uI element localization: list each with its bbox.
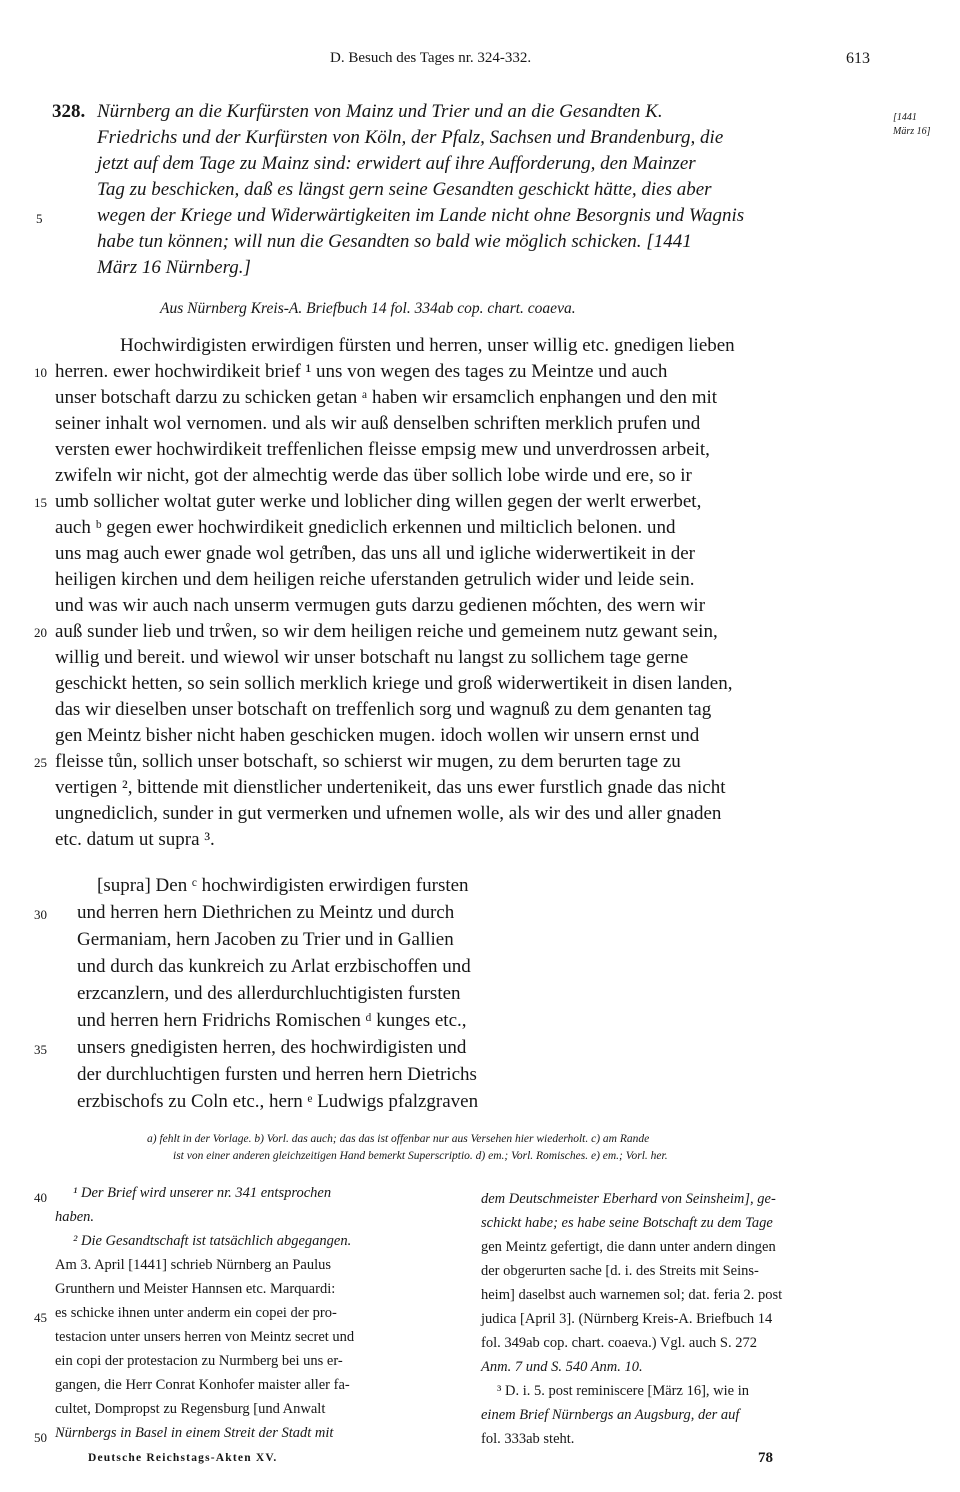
footnote-line: testacion unter unsers herren von Meintz secret und [55,1329,355,1345]
body-line: Hochwirdigisten erwirdigen fürsten und herren, unser willig etc. gnedigen lieben [120,335,735,356]
address-line: erzcanzlern, und des allerdurchluchtigisten fursten [77,983,461,1004]
line-number: 20 [34,625,47,640]
address-line: unsers gnedigisten herren, des hochwirdigisten und [77,1037,467,1058]
variant-note: ist von einer anderen gleichzeitigen Hand bemerkt Superscriptio. d) em.; Vorl. Romisches. e) em.; Vorl. her. [173,1150,668,1162]
document-number: 328. [52,101,86,122]
body-line: vertigen ², bittende mit dienstlicher undertenikeit, das uns ewer furstlich gnade das nicht [55,777,726,798]
footnote-line: cultet, Dompropst zu Regensburg [und Anwalt [55,1401,326,1417]
regest-line: wegen der Kriege und Widerwärtigkeiten im Lande nicht ohne Besorgnis und Wagnis [97,205,745,226]
body-line: auß sunder lieb und trẘen, so wir dem heiligen reiche und gemeinem nutz gewant sein, [55,621,718,642]
address-line: Germaniam, hern Jacoben zu Trier und in Gallien [77,929,454,950]
running-title: D. Besuch des Tages nr. 324-332. [330,50,532,66]
address-line: und durch das kunkreich zu Arlat erzbischoffen und [77,956,471,977]
footnote-line: es schicke ihnen unter anderm ein copei der pro- [55,1305,337,1321]
line-number: 45 [34,1310,47,1325]
regest-line: Nürnberg an die Kurfürsten von Mainz und Trier und an die Gesandten K. [97,101,663,122]
body-line: etc. datum ut supra ³. [55,829,215,850]
address-line: und herren hern Fridrichs Romischen ᵈ kunges etc., [77,1010,467,1031]
body-line: das wir dieselben unser botschaft on treffenlich sorg und wagnuß zu dem genanten tag [55,699,712,720]
regest-line: habe tun können; will nun die Gesandten so bald wie möglich schicken. [1441 [97,231,692,252]
body-line: versten ewer hochwirdikeit treffenlichen fleisse empsig mew und unverdrossen arbeit, [55,439,710,460]
body-line: willig und bereit. und wiewol wir unser botschaft nu langst zu sollichem tage gerne [55,647,689,668]
footnote-line: Anm. 7 und S. 540 Anm. 10. [481,1359,643,1375]
body-line: herren. ewer hochwirdikeit brief ¹ uns von wegen des tages zu Meintze und auch [55,361,668,382]
body-line: unser botschaft darzu zu schicken getan ᵃ haben wir ersamclich enphangen und den mit [55,387,718,408]
address-line: der durchluchtigen fursten und herren hern Dietrichs [77,1064,477,1085]
footnote-line: ² Die Gesandtschaft ist tatsächlich abgegangen. [73,1233,352,1249]
body-line: auch ᵇ gegen ewer hochwirdikeit gnediclich erkennen und milticlich belonen. und [55,517,676,538]
page-number: 613 [846,50,870,67]
footnote-line: dem Deutschmeister Eberhard von Seinsheim], ge- [481,1191,776,1207]
footnote-line: ³ D. i. 5. post reminiscere [März 16], wie in [497,1383,749,1399]
footnote-line: gangen, die Herr Conrat Konhofer maister aller fa- [55,1377,350,1393]
line-number: 5 [36,211,43,226]
footnote-line: fol. 349ab cop. chart. coaeva.) Vgl. auch S. 272 [481,1335,757,1351]
footnote-line: gen Meintz gefertigt, die dann unter andern dingen [481,1239,776,1255]
footnote-line: Nürnbergs in Basel in einem Streit der Stadt mit [55,1425,334,1441]
footnote-line: ¹ Der Brief wird unserer nr. 341 entsprochen [73,1185,332,1201]
body-line: gen Meintz bisher nicht haben geschicken mugen. idoch wollen wir unsern ernst und [55,725,700,746]
regest-line: Friedrichs und der Kurfürsten von Köln, der Pfalz, Sachsen und Brandenburg, die [97,127,724,148]
body-line: ungnediclich, sunder in gut vermerken und ufnemen wolle, als wir des und aller gnaden [55,803,722,824]
footnote-line: ein copi der protestacion zu Nurmberg bei uns er- [55,1353,343,1369]
line-number: 35 [34,1042,47,1057]
body-line: geschickt hetten, so sein sollich merklich kriege und groß widerwertikeit in disen landen, [55,673,733,694]
footnote-line: der obgerurten sache [d. i. des Streits mit Seins- [481,1263,759,1279]
address-line: [supra] Den ᶜ hochwirdigisten erwirdigen fursten [97,875,469,896]
line-number: 15 [34,495,47,510]
footnote-line: judica [April 3]. (Nürnberg Kreis-A. Briefbuch 14 [481,1311,773,1327]
footnote-line: schickt habe; es habe seine Botschaft zu dem Tage [481,1215,773,1231]
regest-line: jetzt auf dem Tage zu Mainz sind: erwidert auf ihre Aufforderung, den Mainzer [97,153,696,174]
address-line: erzbischofs zu Coln etc., hern ᵉ Ludwigs pfalzgraven [77,1091,479,1112]
footnote-line: haben. [55,1209,95,1225]
variant-note: a) fehlt in der Vorlage. b) Vorl. das auch; das das ist offenbar nur aus Versehen hier wiederholt. c) am Rande [147,1133,650,1145]
regest-line: Tag zu beschicken, daß es längst gern seine Gesandten geschickt hätte, dies aber [97,179,712,200]
line-number: 25 [34,755,47,770]
body-line: und was wir auch nach unserm vermugen guts darzu gedienen mőchten, des wern wir [55,595,706,616]
sheet-number: 78 [758,1450,773,1466]
margin-date-day: März 16] [893,126,931,137]
body-line: umb sollicher woltat guter werke und loblicher ding willen gegen der werlt erwerbet, [55,491,702,512]
body-line: fleisse tůn, sollich unser botschaft, so schierst wir mugen, zu dem berurten tage zu [55,751,681,772]
series-signature: Deutsche Reichstags-Akten XV. [88,1452,278,1464]
line-number: 50 [34,1430,47,1445]
line-number: 30 [34,907,47,922]
footnote-line: einem Brief Nürnbergs an Augsburg, der auf [481,1407,740,1423]
source-reference: Aus Nürnberg Kreis-A. Briefbuch 14 fol. 334ab cop. chart. coaeva. [160,300,576,317]
body-line: zwifeln wir nicht, got der almechtig werde das über sollich lobe wirde und ere, so ir [55,465,692,486]
margin-date-year: [1441 [893,112,917,123]
regest-line: März 16 Nürnberg.] [97,257,251,278]
line-number: 40 [34,1190,47,1205]
body-line: heiligen kirchen und dem heiligen reiche uferstanden getrulich wider und leide sein. [55,569,695,590]
address-line: und herren hern Diethrichen zu Meintz und durch [77,902,455,923]
footnote-line: Grunthern und Meister Hannsen etc. Marquardi: [55,1281,336,1297]
footnote-line: fol. 333ab steht. [481,1431,575,1447]
footnote-line: Am 3. April [1441] schrieb Nürnberg an Paulus [55,1257,331,1273]
line-number: 10 [34,365,47,380]
body-line: uns mag auch ewer gnade wol getrı̊ben, das uns all und igliche widerwertikeit in der [55,543,695,564]
body-line: seiner inhalt wol vernomen. und als wir auß denselben schriften merklich prufen und [55,413,701,434]
footnote-line: heim] daselbst auch warnemen sol; dat. feria 2. post [481,1287,783,1303]
